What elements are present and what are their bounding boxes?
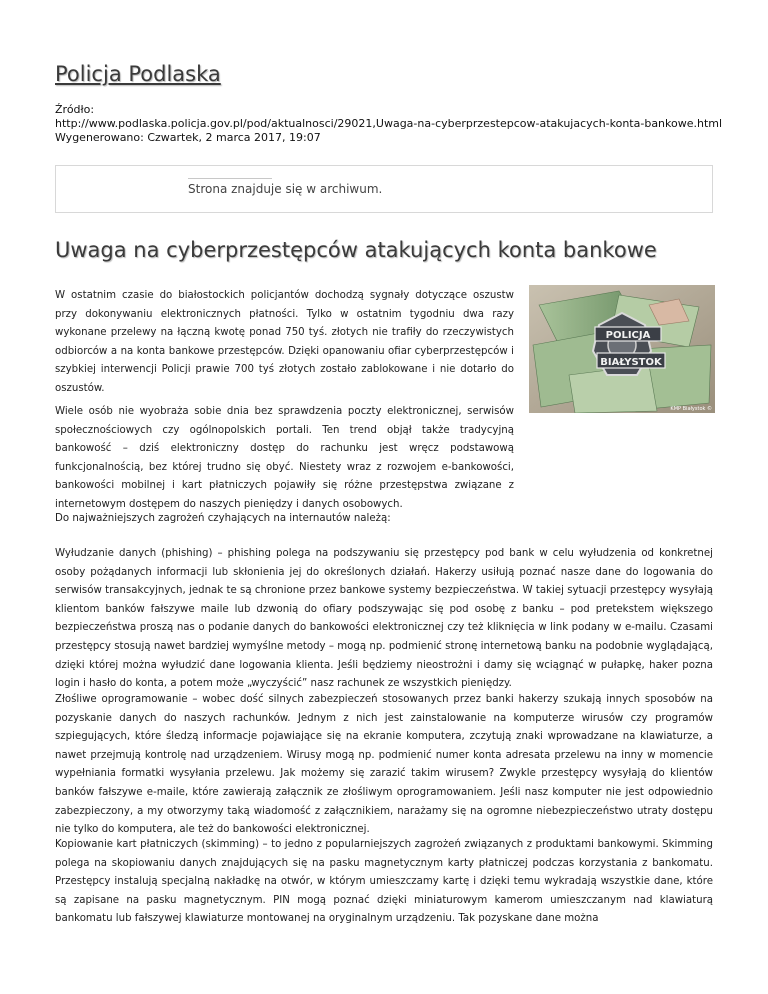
badge-sign-top: POLICJA bbox=[605, 330, 651, 341]
article-paragraph: Wyłudzanie danych (phishing) – phishing polega na podszywaniu się przestępcy pod bank w celu wyłudzenia od konkretnej osoby pożądanych informacji lub skłonienia jej do określonych działań. Hakerzy usiłują poznać nasze dane do logowania do serwisów transakcyjnych, jednak te są chronione przez bankowe systemy bezpieczeństwa. W takiej sytuacji przestępcy wysyłają klientom banków fałszywe maile lub dzwonią do ofiary podszywając się pod osobę z banku – pod pretekstem większego bezpieczeństwa proszą nas o podanie danych do bankowości elektronicznej czy też kliknięcia w link podany w e-mailu. Czasami przestępcy stosują nawet bardziej wymyślne metody – mogą np. podmienić stronę internetową banku na podobnie wyglądającą, dzięki której można wyłudzić dane logowania klienta. Jeśli będziemy nieostrożni i damy się wciągnąć w pułapkę, haker pozna login i hasło do konta, a potem może „wyczyścić” nasz rachunek ze wszystkich pieniędzy. bbox=[55, 548, 713, 690]
article-paragraph: W ostatnim czasie do białostockich policjantów dochodzą sygnały dotyczące oszustw przy dokonywaniu elektronicznych płatności. Tylko w ostatnim tygodniu dwa razy wykonane przelewy na łączną kwotę ponad 750 tyś. złotych nie trafiły do rzeczywistych odbiorców a na konta bankowe przestępców. Dzięki opanowaniu ofiar cyberprzestępców i szybkiej interwencji Policji prawie 700 tyś złotych zostało zablokowane i nie dotarło do oszustów. bbox=[55, 290, 514, 394]
badge-sign-bottom: BIAŁYSTOK bbox=[600, 357, 662, 368]
article-title: Uwaga na cyberprzestępców atakujących konta bankowe bbox=[55, 238, 657, 262]
source-url[interactable]: http://www.podlaska.policja.gov.pl/pod/aktualnosci/29021,Uwaga-na-cyberprzestepcow-atakujacych-konta-bankowe.html bbox=[55, 117, 723, 130]
site-title[interactable]: Policja Podlaska bbox=[55, 62, 221, 86]
archive-notice-box bbox=[55, 165, 713, 213]
article-paragraph: Złośliwe oprogramowanie – wobec dość silnych zabezpieczeń stosowanych przez banki hakerzy szukają innych sposobów na pozyskanie danych do naszych rachunków. Jednym z nich jest zainstalowanie na komputerze wirusów czy programów szpiegujących, które śledzą informacje pojawiające się na ekranie komputera, zczytują znaki wprowadzane na klawiaturze, a nawet przejmują kontrolę nad urządzeniem. Wirusy mogą np. podmienić numer konta adresata przelewu na inny w momencie wypełniania formatki wysyłania przelewu. Jak możemy się zarazić takim wirusem? Zwykle przestępcy wysyłają do klientów banków fałszywe e-maile, które zawierają załącznik ze złośliwym oprogramowaniem. Jeśli nasz komputer nie jest odpowiednio zabezpieczony, a my otworzymy taką wiadomość z załącznikiem, narażamy się na ogromne niebezpieczeństwo utraty dostępu nie tylko do komputera, ale też do bankowości elektronicznej. bbox=[55, 694, 713, 836]
source-label: Źródło: bbox=[55, 103, 95, 116]
article-paragraph: Wiele osób nie wyobraża sobie dnia bez sprawdzenia poczty elektronicznej, serwisów społecznościowych czy ogólnopolskich portali. Ten trend objął także tradycyjną bankowość – dziś elektroniczny dostęp do rachunku jest wręcz podstawową funkcjonalnością, bez której trudno się obyć. Niestety wraz z rozwojem e-bankowości, bankowości mobilnej i kart płatniczych pojawiły się różne przestępstwa związane z internetowym dostępem do naszych pieniędzy i danych osobowych. bbox=[55, 406, 514, 510]
article-photo bbox=[529, 285, 715, 413]
generated-date: Wygenerowano: Czwartek, 2 marca 2017, 19:07 bbox=[55, 131, 321, 144]
photo-credit: KMP Białystok © bbox=[670, 406, 712, 412]
article-paragraph: Kopiowanie kart płatniczych (skimming) – to jedno z popularniejszych zagrożeń związanych z produktami bankowymi. Skimming polega na skopiowaniu danych znajdujących się na pasku magnetycznym karty płatniczej podczas korzystania z bankomatu. Przestępcy instalują specjalną nakładkę na otwór, w którym umieszczamy kartę i dzięki temu wykradają wszystkie dane, które są zapisane na pasku magnetycznym. PIN mogą poznać dzięki miniaturowym kamerom umieszczanym nad klawiaturą bankomatu lub fałszywej klawiaturze montowanej na oryginalnym urządzeniu. Tak pozyskane dane można bbox=[55, 839, 713, 925]
archive-notice: Strona znajduje się w archiwum. bbox=[188, 182, 383, 196]
source-meta bbox=[55, 103, 735, 145]
archive-divider bbox=[188, 178, 272, 179]
article-paragraph: Do najważniejszych zagrożeń czyhających na internautów należą: bbox=[55, 513, 391, 524]
